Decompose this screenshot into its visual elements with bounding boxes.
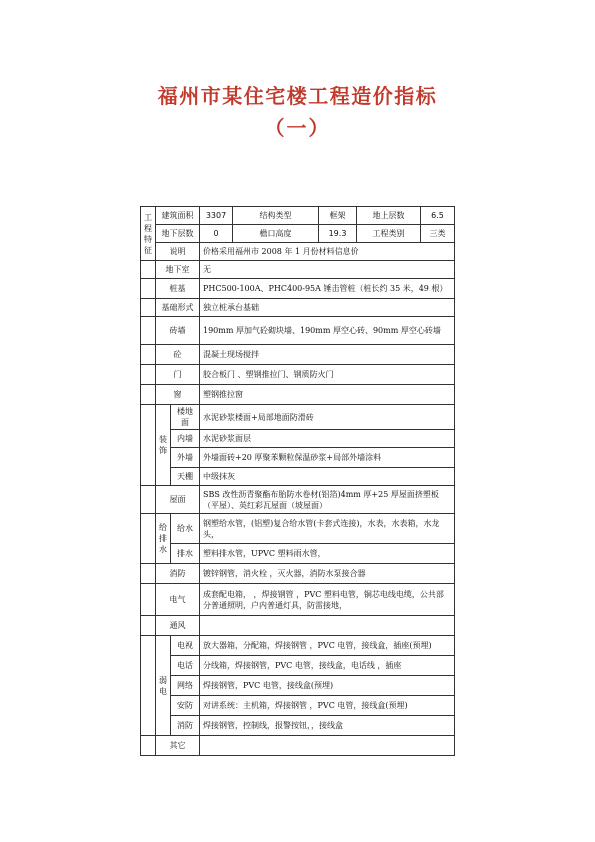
blank-cell: [141, 736, 156, 756]
table-row: [141, 468, 455, 486]
table-row: [141, 696, 455, 716]
cell-label: 说明: [156, 243, 200, 261]
cell-value: 钢塑给水管，(铝塑)复合给水管(卡套式连接)，水表，水表箱，水龙头，: [200, 514, 455, 544]
blank-cell: [141, 636, 156, 736]
cell-label: 砼: [156, 345, 200, 365]
group-label-features: 工程特征: [141, 207, 156, 261]
cell-value: 混凝土现场搅拌: [200, 345, 455, 365]
cell-label: 电视: [171, 636, 200, 656]
cell-value: 塑钢推拉窗: [200, 385, 455, 405]
cell-value: 塑料排水管，UPVC 塑料雨水管，: [200, 544, 455, 564]
blank-cell: [141, 385, 156, 405]
blank-cell: [141, 584, 156, 616]
table-row: [141, 225, 455, 243]
table-row: [141, 317, 455, 345]
cell-value: 3307: [200, 207, 233, 225]
blank-cell: [141, 317, 156, 345]
cell-label: 外墙: [171, 448, 200, 468]
table-row: [141, 261, 455, 279]
table-row: [141, 514, 455, 544]
cell-value: 19.3: [319, 225, 357, 243]
cell-label: 门: [156, 365, 200, 385]
cell-value: 镀锌钢管，消火栓 ，灭火器，消防水泵接合器: [200, 564, 455, 584]
cell-label: 桩基: [156, 279, 200, 299]
table-row: [141, 584, 455, 616]
table-row: [141, 716, 455, 736]
blank-cell: [141, 486, 156, 514]
cell-value: 对讲系统：主机箱，焊接钢管 ，PVC 电管，接线盒(预埋): [200, 696, 455, 716]
cell-value: PHC500-100A、PHC400-95A 锤击管桩（桩长约 35 米，49 根）: [200, 279, 455, 299]
cell-label: 基础形式: [156, 299, 200, 317]
blank-cell: [141, 261, 156, 279]
cell-value: 价格采用福州市 2008 年 1 月份材料信息价: [200, 243, 455, 261]
group-label-low-voltage: 弱电: [156, 636, 171, 736]
cell-value: 水泥砂浆面层: [200, 430, 455, 448]
table-row: [141, 430, 455, 448]
table-row: [141, 636, 455, 656]
table-row: [141, 345, 455, 365]
cell-label: 建筑面积: [156, 207, 200, 225]
table-row: [141, 299, 455, 317]
cell-label: 结构类型: [233, 207, 319, 225]
table-row: [141, 564, 455, 584]
cell-label: 消防: [156, 564, 200, 584]
cell-label: 网络: [171, 676, 200, 696]
cell-label: 地上层数: [357, 207, 421, 225]
cell-value: 190mm 厚加气砼砌块墙、190mm 厚空心砖、90mm 厚空心砖墙: [200, 317, 455, 345]
cell-label: 排水: [171, 544, 200, 564]
cell-value: 焊接钢管，PVC 电管，接线盒(预埋): [200, 676, 455, 696]
table-row: [141, 279, 455, 299]
cell-label: 工程类别: [357, 225, 421, 243]
group-label-decoration: 装饰: [156, 405, 171, 486]
table-row: [141, 676, 455, 696]
cell-value: [200, 736, 455, 756]
cell-value: 独立桩承台基础: [200, 299, 455, 317]
table-row: [141, 207, 455, 225]
blank-cell: [141, 405, 156, 486]
cell-value: 无: [200, 261, 455, 279]
table-row: [141, 656, 455, 676]
cell-value: 框架: [319, 207, 357, 225]
cell-label: 给水: [171, 514, 200, 544]
table-row: [141, 365, 455, 385]
cell-value: 成套配电箱， ，焊接钢管 ，PVC 塑料电管，铜芯电线电缆，公共部分普通照明，户内普通灯具，防雷接地，: [200, 584, 455, 616]
cell-label: 屋面: [156, 486, 200, 514]
table-row: [141, 736, 455, 756]
cell-label: 地下室: [156, 261, 200, 279]
table-row: [141, 243, 455, 261]
cell-value: 焊接钢管，控制线，报警按钮，，接线盒: [200, 716, 455, 736]
table-row: [141, 544, 455, 564]
group-label-plumbing: 给排水: [156, 514, 171, 564]
cell-label: 地下层数: [156, 225, 200, 243]
cell-label: 楼地面: [171, 405, 200, 430]
cell-label: 其它: [156, 736, 200, 756]
cell-value: [200, 616, 455, 636]
table-row: [141, 486, 455, 514]
blank-cell: [141, 616, 156, 636]
blank-cell: [141, 365, 156, 385]
cell-label: 电话: [171, 656, 200, 676]
cell-value: 胶合板门 、塑钢推拉门、钢质防火门: [200, 365, 455, 385]
cell-value: 外墙面砖+20 厚聚苯颗粒保温砂浆+局部外墙涂料: [200, 448, 455, 468]
cost-index-table: [140, 206, 455, 756]
cell-value: 6.5: [421, 207, 455, 225]
blank-cell: [141, 299, 156, 317]
table-row: [141, 616, 455, 636]
table-row: [141, 448, 455, 468]
cell-value: 放大器箱，分配箱，焊接钢管 ，PVC 电管，接线盒，插座(预埋): [200, 636, 455, 656]
cell-label: 内墙: [171, 430, 200, 448]
cell-value: 分线箱，焊接钢管，PVC 电管，接线盒，电话线 ，插座: [200, 656, 455, 676]
table-row: [141, 385, 455, 405]
blank-cell: [141, 345, 156, 365]
cell-label: 电气: [156, 584, 200, 616]
cell-label: 安防: [171, 696, 200, 716]
cell-value: 0: [200, 225, 233, 243]
document-title: 福州市某住宅楼工程造价指标: [157, 84, 438, 108]
cell-value: 水泥砂浆楼面+局部地面防滑砖: [200, 405, 455, 430]
table-row: [141, 405, 455, 430]
cell-label: 天棚: [171, 468, 200, 486]
blank-cell: [141, 279, 156, 299]
document-subtitle: （一）: [264, 116, 331, 140]
cell-value: SBS 改性沥青聚酯布胎防水卷材(铝箔)4mm 厚+25 厚屋面挤塑板（平屋）、英红彩瓦屋面（坡屋面）: [200, 486, 455, 514]
cell-value: 中级抹灰: [200, 468, 455, 486]
cell-value: 三类: [421, 225, 455, 243]
cell-label: 消防: [171, 716, 200, 736]
cell-label: 砖墙: [156, 317, 200, 345]
cell-label: 檐口高度: [233, 225, 319, 243]
cell-label: 通风: [156, 616, 200, 636]
blank-cell: [141, 564, 156, 584]
blank-cell: [141, 514, 156, 564]
cell-label: 窗: [156, 385, 200, 405]
